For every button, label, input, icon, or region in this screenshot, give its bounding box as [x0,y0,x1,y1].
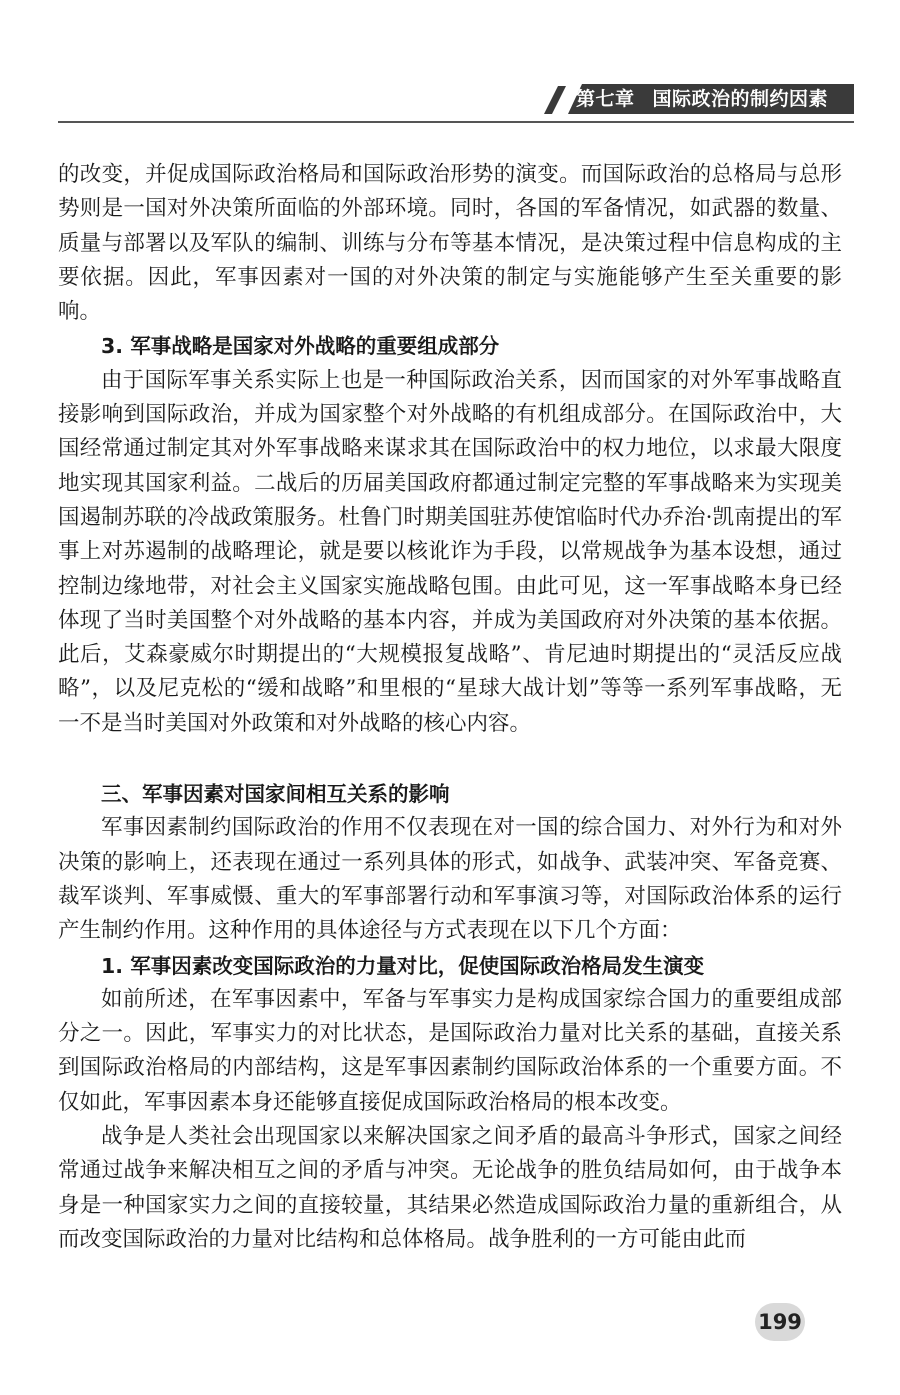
subheading-1: 1. 军事因素改变国际政治的力量对比，促使国际政治格局发生演变 [101,953,705,978]
header-rule [58,121,854,123]
paragraph-2: 由于国际军事关系实际上也是一种国际政治关系，因而国家的对外军事战略直接影响到国际政治，并成为国家整个对外战略的有机组成部分。在国际政治中，大国经常通过制定其对外军事战略来谋求其在国际政治中的权力地位，以求最大限度地实现其国家利益。二战后的历届美国政府都通过制定完整的军事战略来为实现美国遏制苏联的冷战政策服务。杜鲁门时期美国驻苏使馆临时代办乔治·凯南提出的军事上对苏遏制的战略理论，就是要以核讹诈为手段，以常规战争为基本设想，通过控制边缘地带，对社会主义国家实施战略包围。由此可见，这一军事战略本身已经体现了当时美国整个对外战略的基本内容，并成为美国政府对外决策的基本依据。此后，艾森豪威尔时期提出的“大规模报复战略”、肯尼迪时期提出的“灵活反应战略”，以及尼克松的“缓和战略”和里根的“星球大战计划”等等一系列军事战略，无一不是当时美国对外政策和对外战略的核心内容。 [58,367,842,736]
page-body [58,158,842,1257]
page-number-badge [755,1303,805,1341]
page-number: 199 [758,1310,802,1334]
subheading-3: 3. 军事战略是国家对外战略的重要组成部分 [101,334,500,359]
section-heading-3: 三、军事因素对国家间相互关系的影响 [101,782,450,807]
paragraph-1: 的改变，并促成国际政治格局和国际政治形势的演变。而国际政治的总格局与总形势则是一国对外决策所面临的外部环境。同时，各国的军备情况，如武器的数量、质量与部署以及军队的编制、训练与分布等基本情况，是决策过程中信息构成的主要依据。因此，军事因素对一国的对外决策的制定与实施能够产生至关重要的影响。 [58,162,842,325]
header-chapter-title [576,86,828,112]
paragraph-3: 军事因素制约国际政治的作用不仅表现在对一国的综合国力、对外行为和对外决策的影响上，还表现在通过一系列具体的形式，如战争、武装冲突、军备竞赛、裁军谈判、军事威慑、重大的军事部署行动和军事演习等，对国际政治体系的运行产生制约作用。这种作用的具体途径与方式表现在以下几个方面： [58,815,842,944]
running-header [536,84,854,114]
paragraph-5: 战争是人类社会出现国家以来解决国家之间矛盾的最高斗争形式，国家之间经常通过战争来解决相互之间的矛盾与冲突。无论战争的胜负结局如何，由于战争本身是一种国家实力之间的直接较量，其结果必然造成国际政治力量的重新组合，从而改变国际政治的力量对比结构和总体格局。战争胜利的一方可能由此而 [58,1124,842,1252]
header-chapter: 第七章 [576,88,635,110]
paragraph-4: 如前所述，在军事因素中，军备与军事实力是构成国家综合国力的重要组成部分之一。因此，军事实力的对比状态，是国际政治力量对比关系的基础，直接关系到国际政治格局的内部结构，这是军事因素制约国际政治体系的一个重要方面。不仅如此，军事因素本身还能够直接促成国际政治格局的根本改变。 [58,986,842,1115]
header-title-text: 国际政治的制约因素 [652,88,829,110]
